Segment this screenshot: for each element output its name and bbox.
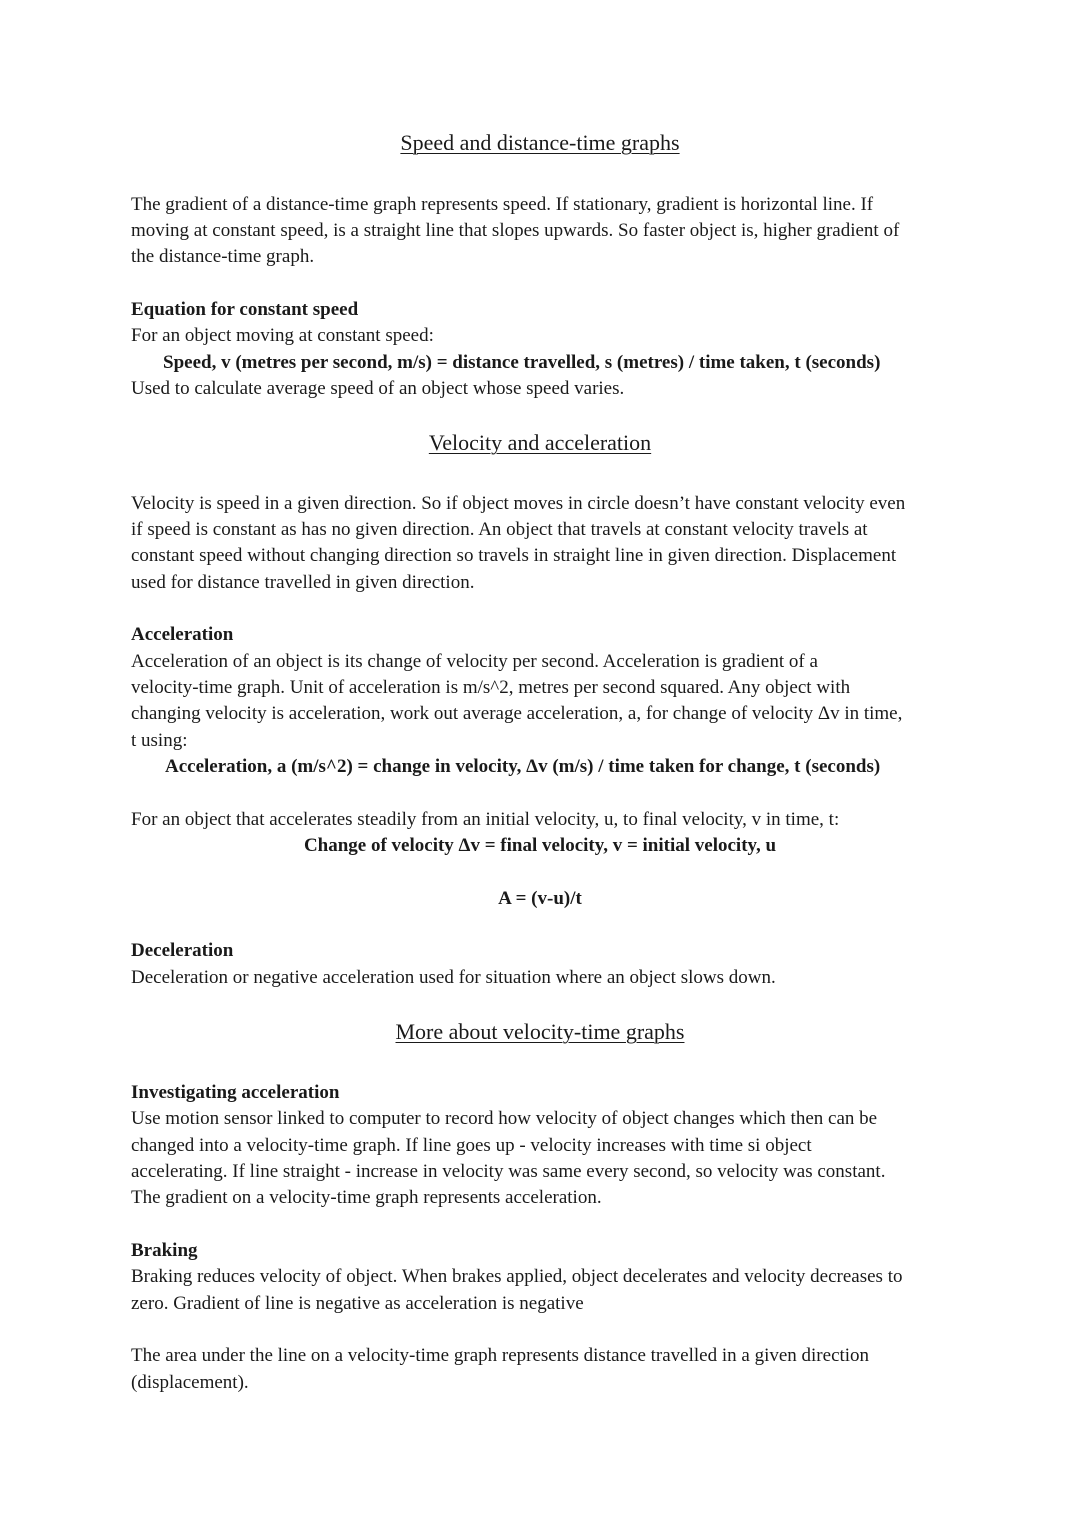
equation-change-of-velocity: Change of velocity Δv = final velocity, v = initial velocity, u: [303, 835, 777, 856]
paragraph-line: For an object that accelerates steadily from an initial velocity, u, to final velocity, v in time, t:: [131, 809, 840, 830]
paragraph-line: zero. Gradient of line is negative as acceleration is negative: [131, 1293, 584, 1314]
paragraph-line: accelerating. If line straight - increase in velocity was same every second, so velocity was constant.: [131, 1161, 886, 1182]
equation-speed: Speed, v (metres per second, m/s) = distance travelled, s (metres) / time taken, t (seconds): [163, 352, 881, 373]
paragraph-line: Acceleration of an object is its change of velocity per second. Acceleration is gradient of a: [131, 651, 818, 672]
paragraph-line: The gradient on a velocity-time graph represents acceleration.: [131, 1187, 602, 1208]
paragraph-line: changing velocity is acceleration, work out average acceleration, a, for change of velocity Δv in time,: [131, 703, 903, 724]
paragraph-line: the distance-time graph.: [131, 246, 315, 267]
equation-acceleration: Acceleration, a (m/s^2) = change in velocity, Δv (m/s) / time taken for change, t (seconds): [165, 756, 881, 777]
paragraph-line: if speed is constant as has no given direction. An object that travels at constant velocity travels at: [131, 519, 868, 540]
paragraph-line: The area under the line on a velocity-time graph represents distance travelled in a given direction: [131, 1345, 870, 1366]
paragraph-line: Velocity is speed in a given direction. So if object moves in circle doesn’t have constant velocity even: [131, 493, 906, 514]
subheading-constant-speed: Equation for constant speed: [131, 299, 359, 320]
paragraph-line: Used to calculate average speed of an object whose speed varies.: [131, 378, 625, 399]
paragraph-line: t using:: [131, 730, 188, 751]
subheading-acceleration: Acceleration: [131, 624, 234, 645]
paragraph-line: Deceleration or negative acceleration used for situation where an object slows down.: [131, 967, 776, 988]
section-title-velocity: Velocity and acceleration: [428, 430, 652, 455]
paragraph-line: velocity-time graph. Unit of acceleration is m/s^2, metres per second squared. Any object with: [131, 677, 851, 698]
paragraph-line: For an object moving at constant speed:: [131, 325, 434, 346]
paragraph-line: (displacement).: [131, 1372, 249, 1393]
subheading-investigating-acceleration: Investigating acceleration: [131, 1082, 340, 1103]
paragraph-line: moving at constant speed, is a straight line that slopes upwards. So faster object is, higher gradient of: [131, 220, 900, 241]
paragraph-line: Braking reduces velocity of object. When brakes applied, object decelerates and velocity decreases to: [131, 1266, 903, 1287]
formula-acceleration: A = (v-u)/t: [498, 888, 582, 909]
paragraph-line: constant speed without changing direction so travels in straight line in given direction. Displacement: [131, 545, 897, 566]
subheading-deceleration: Deceleration: [131, 940, 234, 961]
section-title-velocity-time-graphs: More about velocity-time graphs: [395, 1019, 685, 1044]
paragraph-line: used for distance travelled in given direction.: [131, 572, 475, 593]
paragraph-line: Use motion sensor linked to computer to record how velocity of object changes which then can be: [131, 1108, 878, 1129]
subheading-braking: Braking: [131, 1240, 198, 1261]
paragraph-line: changed into a velocity-time graph. If line goes up - velocity increases with time si object: [131, 1135, 812, 1156]
section-title-speed: Speed and distance-time graphs: [400, 130, 680, 155]
paragraph-line: The gradient of a distance-time graph represents speed. If stationary, gradient is horizontal line. If: [131, 194, 874, 215]
